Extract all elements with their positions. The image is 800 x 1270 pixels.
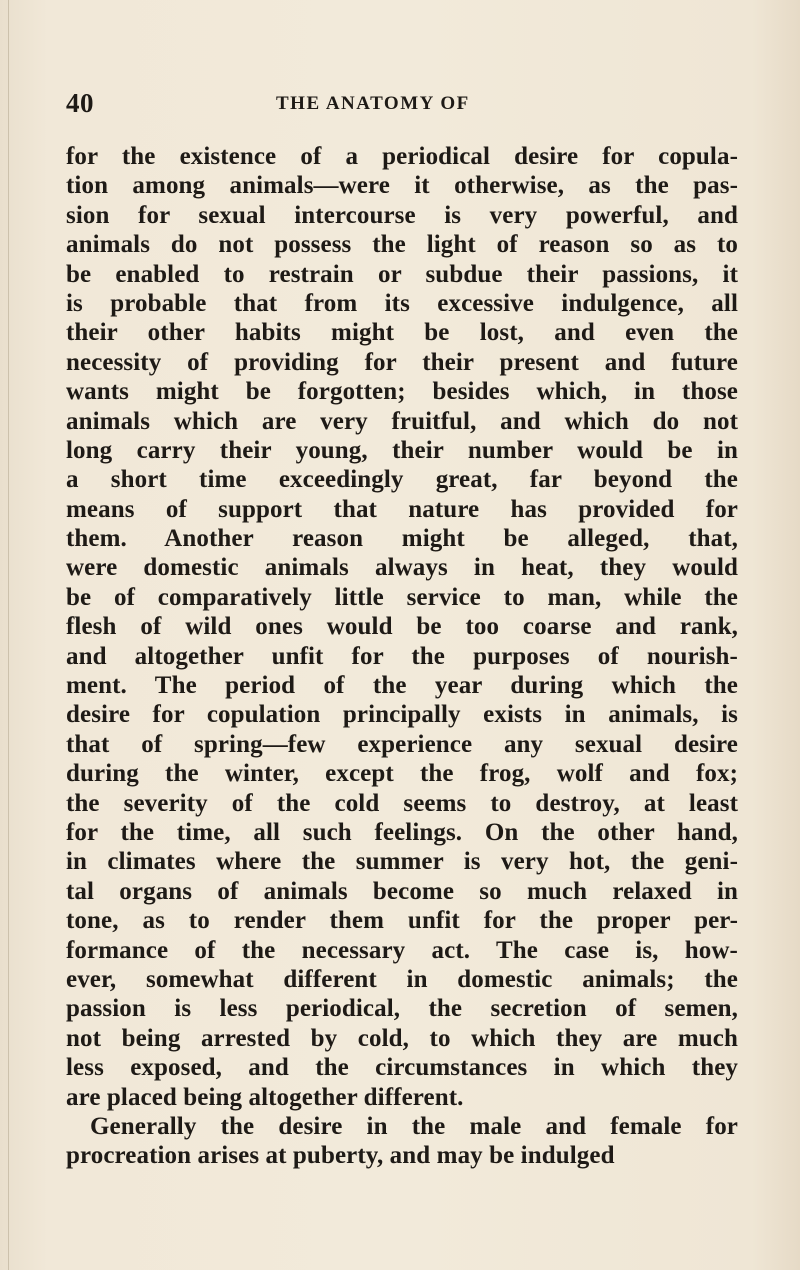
body-text	[66, 142, 738, 1171]
text-line: ment. The period of the year during which the	[66, 672, 738, 700]
text-line: not being arrested by cold, to which they are much	[66, 1024, 738, 1052]
page-gutter	[8, 0, 9, 1270]
page-header	[66, 88, 736, 118]
text-line: less exposed, and the circumstances in which they	[66, 1054, 738, 1082]
text-line: flesh of wild ones would be too coarse and rank,	[66, 613, 738, 641]
text-line: them. Another reason might be alleged, that,	[66, 525, 738, 553]
text-line: a short time exceedingly great, far beyond the	[66, 466, 738, 494]
text-line: wants might be forgotten; besides which, in those	[66, 378, 738, 406]
text-line: tion among animals—were it otherwise, as the pas-	[66, 172, 738, 200]
text-line: means of support that nature has provided for	[66, 495, 738, 523]
text-line: in climates where the summer is very hot, the geni-	[66, 848, 738, 876]
text-line: ever, somewhat different in domestic animals; the	[66, 965, 738, 993]
text-line: for the time, all such feelings. On the other hand,	[66, 818, 738, 846]
text-line: be of comparatively little service to man, while the	[66, 583, 738, 611]
text-line: sion for sexual intercourse is very powerful, and	[66, 201, 738, 229]
page-number: 40	[66, 88, 94, 118]
text-line: is probable that from its excessive indulgence, all	[66, 289, 738, 317]
text-line: during the winter, except the frog, wolf and fox;	[66, 760, 738, 788]
text-line: were domestic animals always in heat, they would	[66, 554, 738, 582]
text-line: animals do not possess the light of reason so as to	[66, 231, 738, 259]
text-line: procreation arises at puberty, and may be indulged	[66, 1142, 615, 1170]
text-line: formance of the necessary act. The case is, how-	[66, 936, 738, 964]
running-title: THE ANATOMY OF	[276, 93, 470, 114]
text-line: the severity of the cold seems to destroy, at least	[66, 789, 738, 817]
text-line: long carry their young, their number would be in	[66, 436, 738, 464]
text-line: desire for copulation principally exists in animals, is	[66, 701, 738, 729]
text-line: Generally the desire in the male and female for	[90, 1112, 738, 1140]
text-line: animals which are very fruitful, and which do not	[66, 407, 738, 435]
text-line: their other habits might be lost, and even the	[66, 319, 738, 347]
text-line: tal organs of animals become so much relaxed in	[66, 877, 738, 905]
text-line: passion is less periodical, the secretion of semen,	[66, 995, 738, 1023]
text-line: for the existence of a periodical desire for copula-	[66, 143, 738, 170]
text-line: that of spring—few experience any sexual desire	[66, 730, 738, 758]
text-line: tone, as to render them unfit for the proper per-	[66, 907, 738, 935]
text-line: be enabled to restrain or subdue their passions, it	[66, 260, 738, 288]
text-line: and altogether unfit for the purposes of nourish-	[66, 642, 738, 670]
text-line: are placed being altogether different.	[66, 1083, 464, 1111]
text-line: necessity of providing for their present and future	[66, 348, 738, 376]
